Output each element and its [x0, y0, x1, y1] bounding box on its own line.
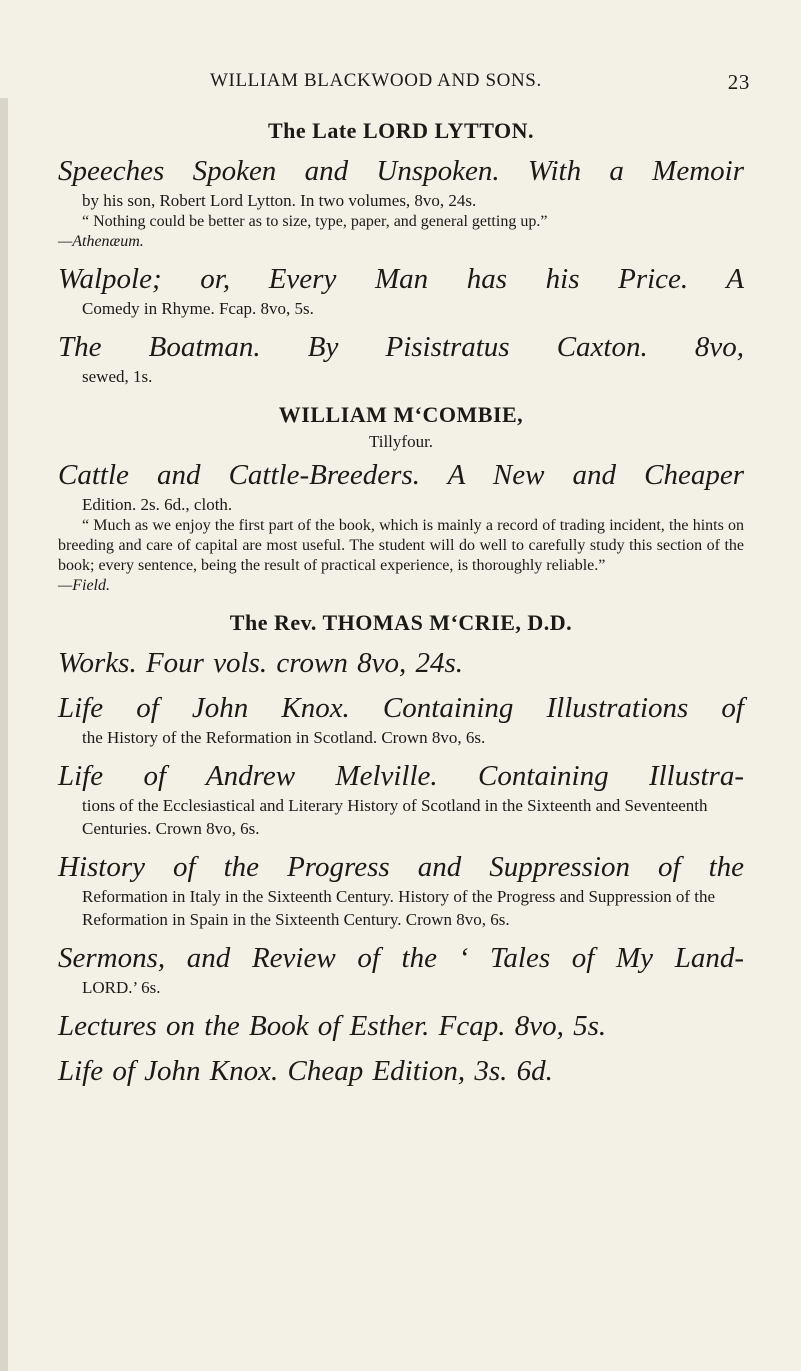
book-title: Cattle and Cattle-Breeders. A New and Cheaper [58, 459, 744, 491]
book-entry [58, 1009, 744, 1044]
book-detail: by his son, Robert Lord Lytton. In two volumes, 8vo, 24s. [82, 191, 477, 210]
book-detail: Comedy in Rhyme. Fcap. 8vo, 5s. [82, 299, 314, 318]
page-edge-shadow [0, 98, 8, 1371]
book-entry [58, 759, 744, 840]
book-detail: sewed, 1s. [82, 367, 153, 386]
catalogue-content [58, 118, 744, 1099]
author-heading: The Late LORD LYTTON. [268, 118, 534, 143]
book-entry [58, 458, 744, 596]
book-entry [58, 691, 744, 749]
book-detail: LORD.’ 6s. [82, 978, 161, 997]
book-entry [58, 262, 744, 320]
book-title: Speeches Spoken and Unspoken. With a Memoir [58, 155, 744, 187]
book-title: Works. Four vols. crown 8vo, 24s. [58, 647, 463, 679]
book-detail: tions of the Ecclesiastical and Literary History of Scotland in the Sixteenth and Seventeenth Centuries. Crown 8vo, 6s. [82, 796, 708, 838]
author-section [58, 118, 744, 388]
book-title: Sermons, and Review of the ‘ Tales of My Land- [58, 942, 744, 974]
review-source: —Field. [58, 577, 110, 594]
book-title: History of the Progress and Suppression of the [58, 851, 744, 883]
author-heading: WILLIAM M‘COMBIE, [278, 402, 524, 427]
running-title: WILLIAM BLACKWOOD AND SONS. [210, 70, 542, 91]
review-quote: “ Much as we enjoy the first part of the book, which is mainly a record of trading incident, the hints on breeding and care of capital are most useful. The student will do well to carefully study this section of the book; every sentence, being the result of practical experience, is thoroughly reliable.” [58, 517, 744, 574]
book-entry [58, 941, 744, 999]
book-entry [58, 646, 744, 681]
book-title: Life of Andrew Melville. Containing Illustra- [58, 760, 744, 792]
book-entry [58, 850, 744, 931]
author-heading: The Rev. THOMAS M‘CRIE, D.D. [229, 610, 573, 635]
review-quote: “ Nothing could be better as to size, type, paper, and general getting up.” [82, 213, 548, 230]
book-title: Life of John Knox. Cheap Edition, 3s. 6d. [58, 1055, 553, 1087]
book-detail: the History of the Reformation in Scotland. Crown 8vo, 6s. [82, 728, 486, 747]
book-entry [58, 154, 744, 252]
page-number: 23 [727, 70, 750, 94]
book-entry [58, 330, 744, 388]
book-detail: Edition. 2s. 6d., cloth. [82, 495, 233, 514]
review-source: —Athenæum. [58, 233, 144, 250]
book-title: The Boatman. By Pisistratus Caxton. 8vo, [58, 331, 744, 363]
book-title: Lectures on the Book of Esther. Fcap. 8vo, 5s. [58, 1010, 607, 1042]
book-title: Life of John Knox. Containing Illustrations of [58, 692, 744, 724]
author-section [58, 610, 744, 1089]
author-section [58, 402, 744, 596]
author-place: Tillyfour. [368, 432, 434, 451]
book-detail: Reformation in Italy in the Sixteenth Century. History of the Progress and Suppression of the Reformation in Spain in the Sixteenth Century. Crown 8vo, 6s. [82, 887, 715, 929]
book-entry [58, 1054, 744, 1089]
book-title: Walpole; or, Every Man has his Price. A [58, 263, 744, 295]
